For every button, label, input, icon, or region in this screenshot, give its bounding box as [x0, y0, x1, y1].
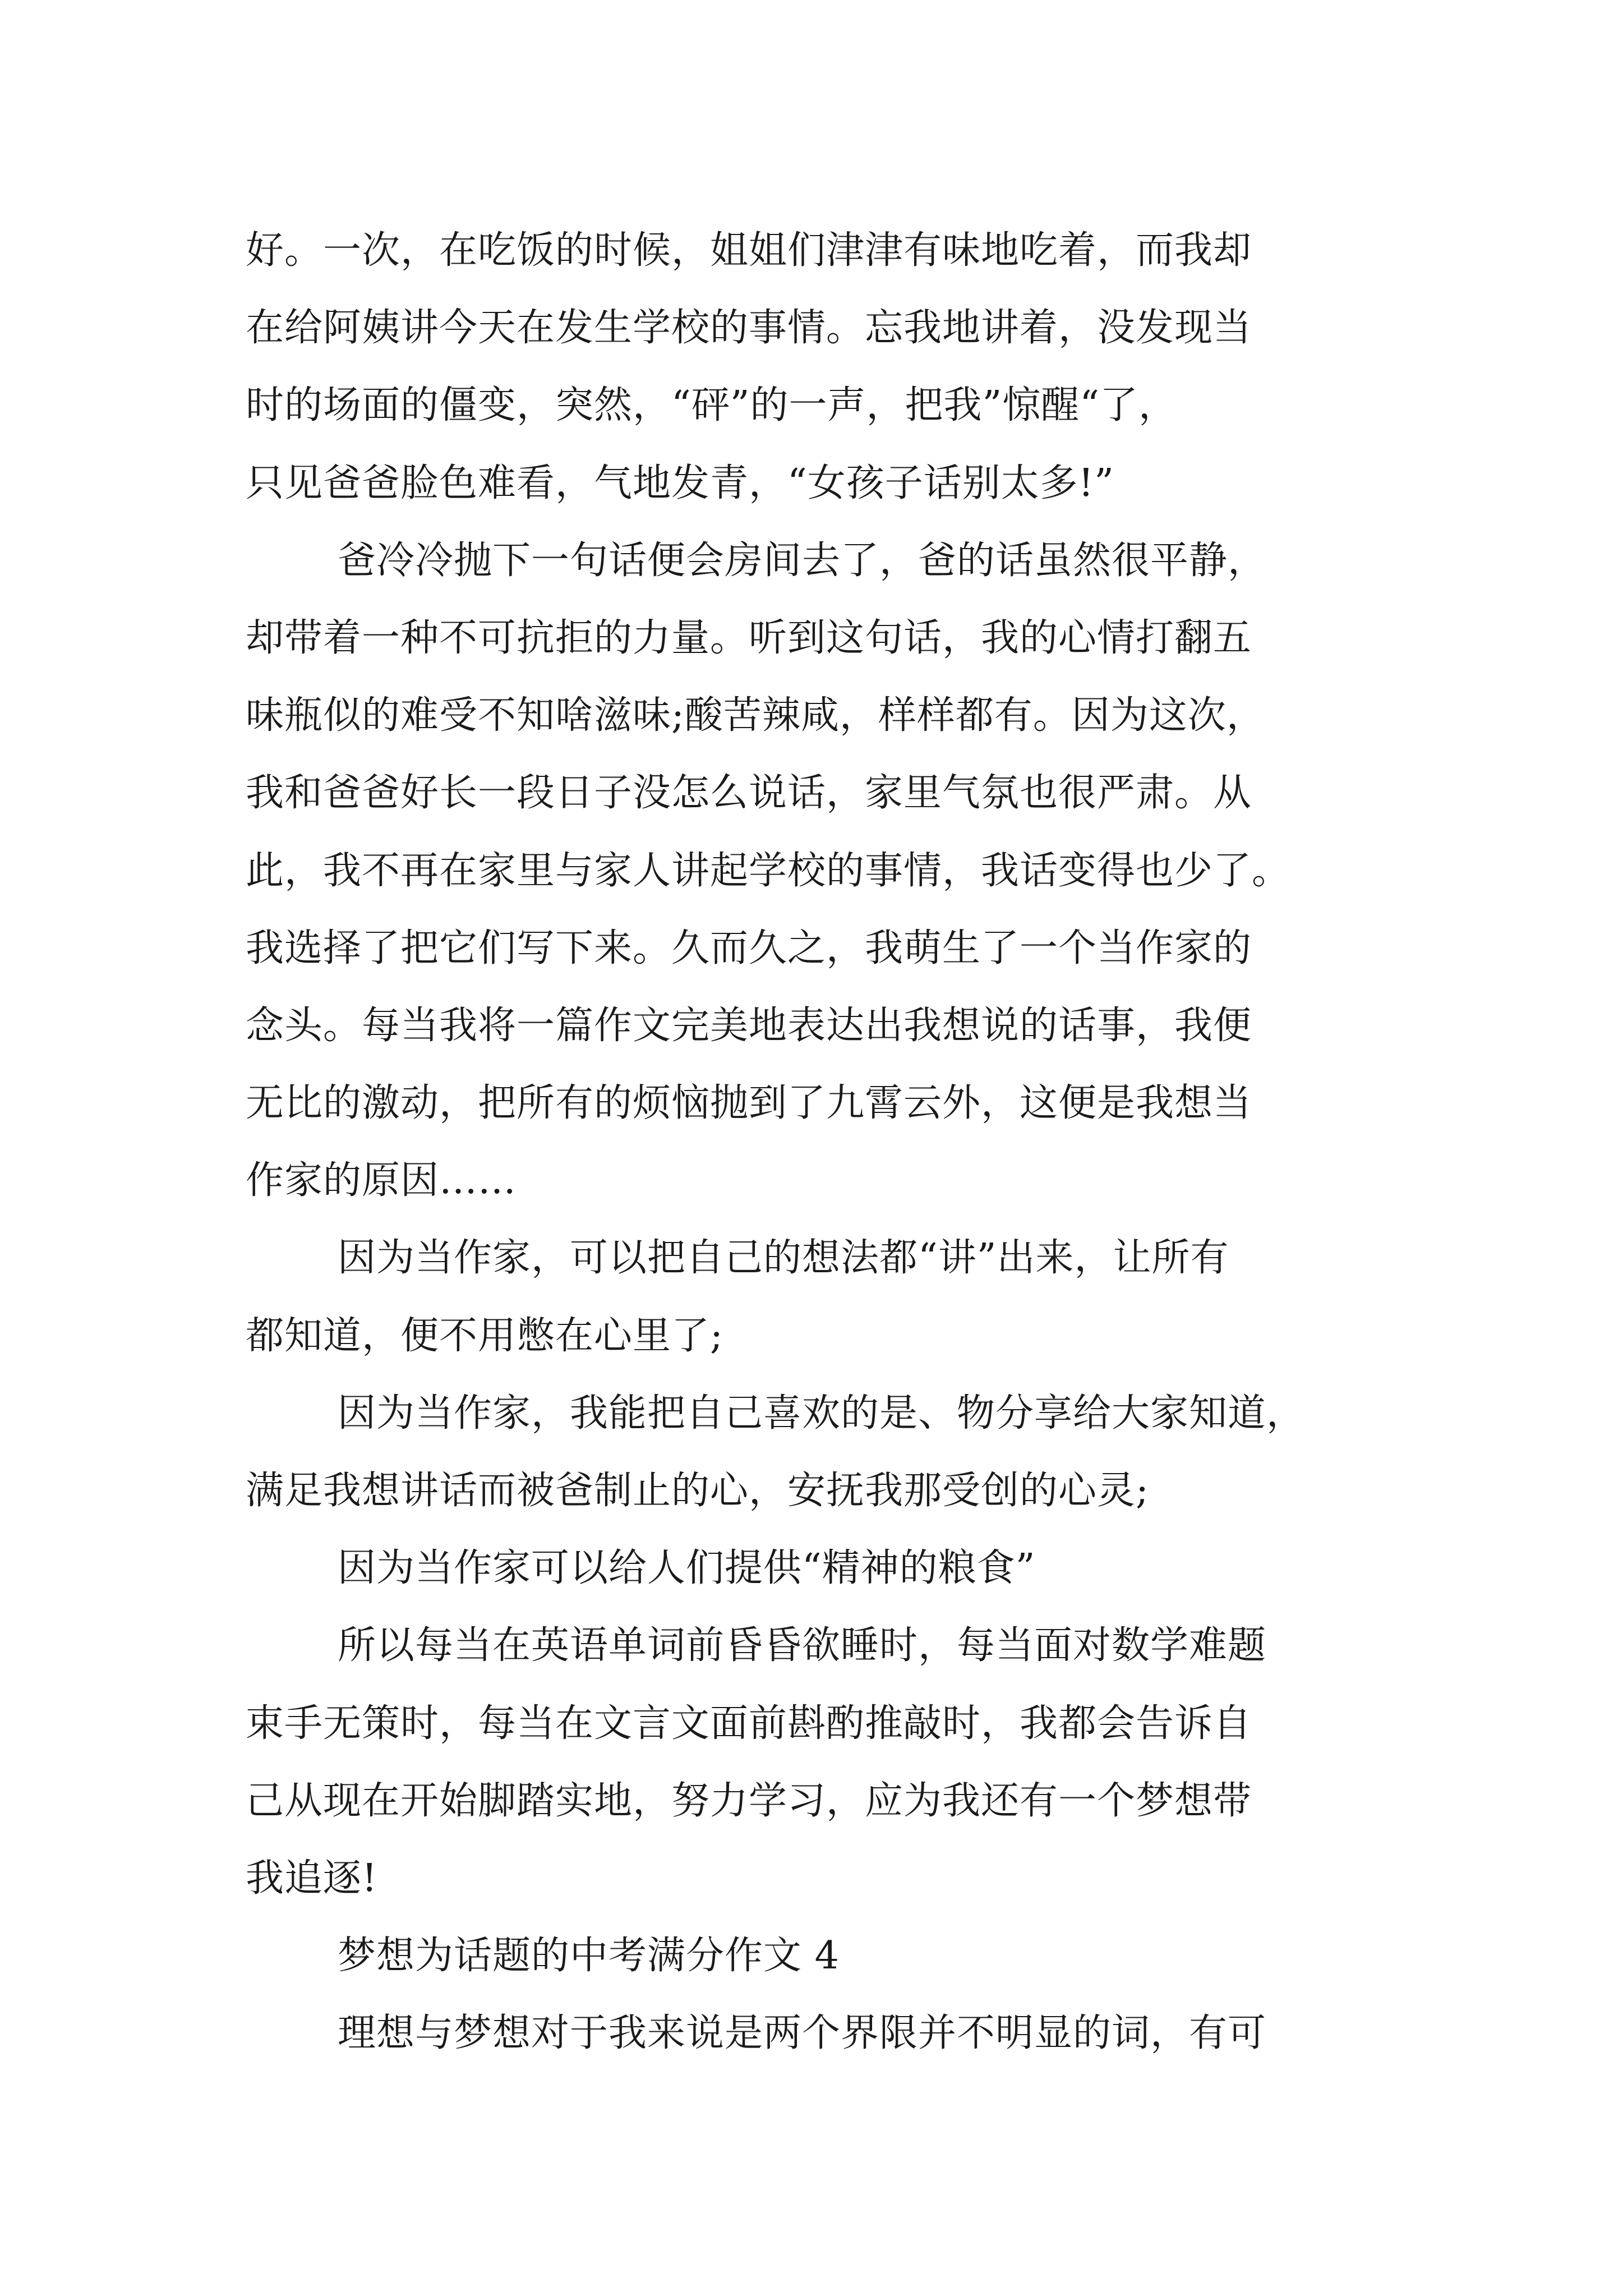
text-line: 梦想为话题的中考满分作文 4 — [338, 1934, 840, 1978]
text-line: 满足我想讲话而被爸制止的心，安抚我那受创的心灵; — [246, 1469, 1149, 1513]
document-body — [246, 212, 1384, 2073]
text-line: 只见爸爸脸色难看，气地发青，“女孩子话别太多!” — [246, 461, 1114, 505]
text-line: 因为当作家，可以把自己的想法都“讲”出来，让所有 — [338, 1236, 1229, 1281]
text-line: 都知道，便不用憋在心里了; — [246, 1313, 723, 1358]
text-line: 因为当作家，我能把自己喜欢的是、物分享给大家知道， — [338, 1391, 1306, 1435]
text-line: 念头。每当我将一篇作文完美地表达出我想说的话事，我便 — [246, 1003, 1252, 1048]
text-line: 却带着一种不可抗拒的力量。听到这句话，我的心情打翻五 — [246, 615, 1252, 660]
text-line: 时的场面的僵变，突然，“砰”的一声，把我”惊醒“了， — [246, 383, 1178, 428]
text-line: 作家的原因…… — [246, 1158, 517, 1203]
text-line: 理想与梦想对于我来说是两个界限并不明显的词，有可 — [338, 2011, 1267, 2056]
text-line: 在给阿姨讲今天在发生学校的事情。忘我地讲着，没发现当 — [246, 306, 1252, 351]
text-line: 爸冷冷抛下一句话便会房间去了，爸的话虽然很平静， — [338, 538, 1267, 583]
text-line: 我和爸爸好长一段日子没怎么说话，家里气氛也很严肃。从 — [246, 771, 1252, 816]
text-line: 我选择了把它们写下来。久而久之，我萌生了一个当作家的 — [246, 926, 1252, 970]
text-line: 我追逐! — [246, 1856, 378, 1901]
text-line: 好。一次，在吃饭的时候，姐姐们津津有味地吃着，而我却 — [246, 228, 1252, 273]
text-line: 此，我不再在家里与家人讲起学校的事情，我话变得也少了。 — [246, 848, 1291, 893]
text-line: 所以每当在英语单词前昏昏欲睡时，每当面对数学难题 — [338, 1623, 1267, 1668]
text-line: 无比的激动，把所有的烦恼抛到了九霄云外，这便是我想当 — [246, 1081, 1252, 1126]
text-line: 束手无策时，每当在文言文面前斟酌推敲时，我都会告诉自 — [246, 1701, 1252, 1746]
text-line: 己从现在开始脚踏实地，努力学习，应为我还有一个梦想带 — [246, 1778, 1252, 1823]
text-line: 因为当作家可以给人们提供“精神的粮食” — [338, 1546, 1036, 1591]
text-line: 味瓶似的难受不知啥滋味;酸苦辣咸，样样都有。因为这次， — [246, 693, 1265, 738]
